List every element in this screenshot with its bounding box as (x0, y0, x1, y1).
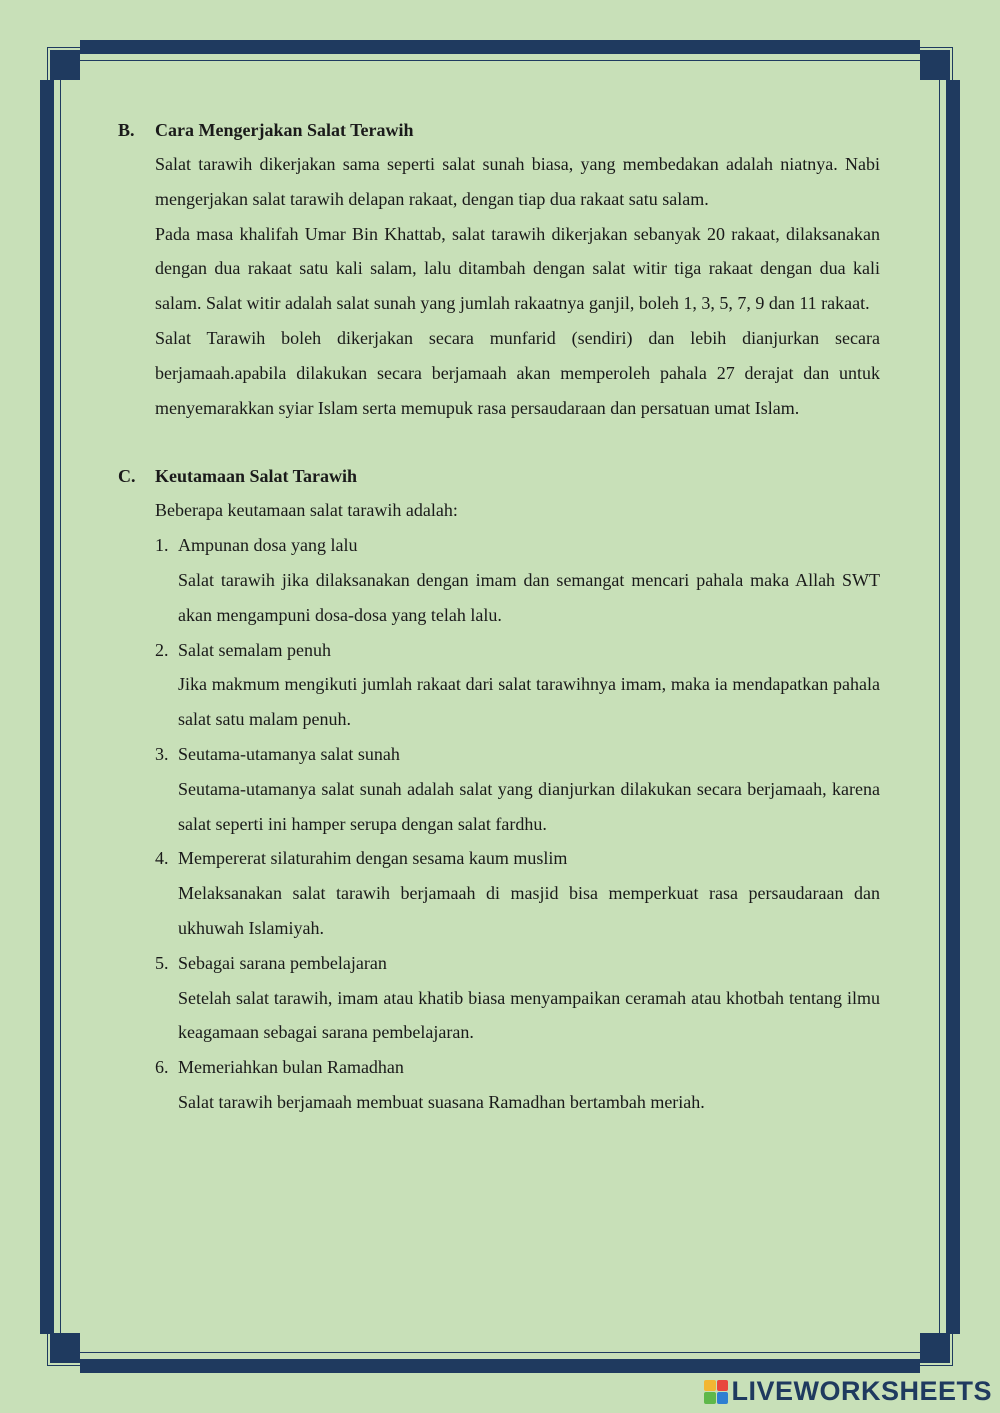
section-title: Keutamaan Salat Tarawih (155, 466, 358, 487)
item-title: Salat semalam penuh (178, 639, 331, 660)
item-body: Salat tarawih jika dilaksanakan dengan imam dan semangat mencari pahala maka Allah SWT akan mengampuni dosa-dosa yang telah lalu. (178, 569, 880, 625)
item-body: Seutama-utamanya salat sunah adalah salat yang dianjurkan dilakukan secara berjamaah, karena salat seperti ini hamper serupa dengan salat fardhu. (178, 778, 880, 834)
item-title: Ampunan dosa yang lalu (178, 535, 358, 556)
section-intro: Beberapa keutamaan salat tarawih adalah: (155, 500, 458, 521)
list-item (118, 737, 880, 841)
paragraph: Pada masa khalifah Umar Bin Khattab, salat tarawih dikerjakan sebanyak 20 rakaat, dilaksanakan dengan dua rakaat satu kali salam, lalu ditambah dengan salat witir tiga rakaat dengan dua kali salam. Salat witir adalah salat sunah yang jumlah rakaatnya ganjil, boleh 1, 3, 5, 7, 9 dan 11 rakaat. (155, 223, 880, 314)
brand-name: LIVEWORKSHEETS (731, 1376, 992, 1406)
section-title: Cara Mengerjakan Salat Terawih (155, 120, 414, 140)
list-item (118, 633, 880, 737)
item-body: Jika makmum mengikuti jumlah rakaat dari salat tarawihnya imam, maka ia mendapatkan pahala salat satu malam penuh. (178, 674, 880, 730)
item-number: 2. (155, 639, 169, 660)
list-item (118, 528, 880, 632)
section-letter: B. (118, 120, 135, 140)
section-heading (118, 113, 880, 147)
item-body: Salat tarawih berjamaah membuat suasana Ramadhan bertambah meriah. (178, 1091, 705, 1112)
item-body: Melaksanakan salat tarawih berjamaah di masjid bisa memperkuat rasa persaudaraan dan ukhuwah Islamiyah. (178, 883, 880, 938)
item-body: Setelah salat tarawih, imam atau khatib biasa menyampaikan ceramah atau khotbah tentang ilmu keagamaan sebagai sarana pembelajaran. (178, 987, 880, 1043)
document-content (118, 113, 880, 1120)
item-number: 1. (155, 535, 169, 556)
list-item (118, 946, 880, 1050)
item-title: Seutama-utamanya salat sunah (178, 743, 400, 764)
paragraph: Salat tarawih dikerjakan sama seperti salat sunah biasa, yang membedakan adalah niatnya. Nabi mengerjakan salat tarawih delapan rakaat, dengan tiap dua rakaat satu salam. (155, 154, 880, 209)
item-title: Memeriahkan bulan Ramadhan (178, 1057, 404, 1078)
item-title: Sebagai sarana pembelajaran (178, 952, 387, 973)
item-number: 6. (155, 1057, 169, 1078)
liveworksheets-logo[interactable] (704, 1376, 992, 1407)
liveworksheets-icon (704, 1380, 728, 1404)
item-number: 5. (155, 952, 169, 973)
section-heading (118, 459, 880, 493)
item-title: Mempererat silaturahim dengan sesama kaum muslim (178, 848, 568, 869)
list-item (118, 841, 880, 945)
section-letter: C. (118, 466, 136, 487)
item-number: 3. (155, 743, 169, 764)
list-item (118, 1050, 880, 1120)
item-number: 4. (155, 848, 169, 869)
paragraph: Salat Tarawih boleh dikerjakan secara munfarid (sendiri) dan lebih dianjurkan secara berjamaah.apabila dilakukan secara berjamaah akan memperoleh pahala 27 derajat dan untuk menyemarakkan syiar Islam serta memupuk rasa persaudaraan dan persatuan umat Islam. (155, 327, 880, 418)
